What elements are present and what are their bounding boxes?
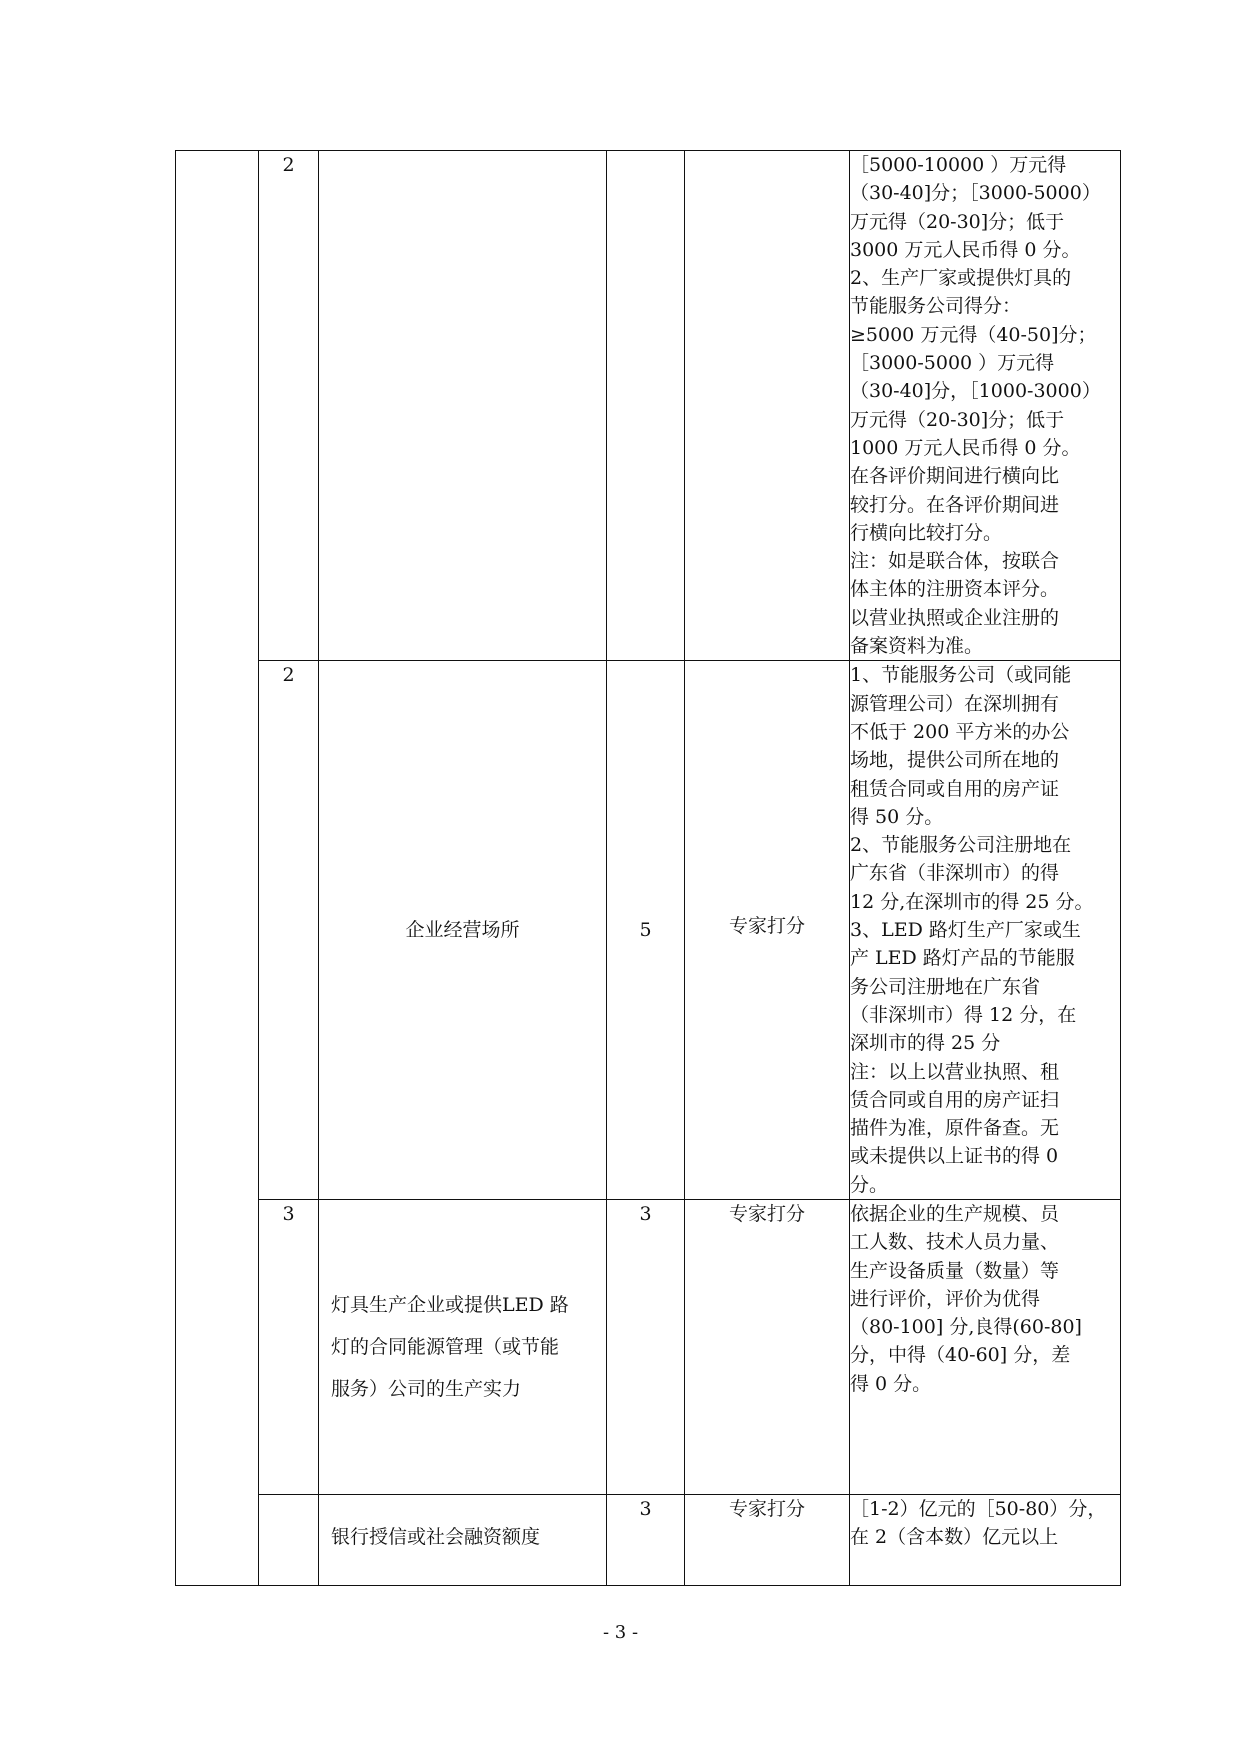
criteria-line: 节能服务公司得分： — [850, 295, 1022, 318]
row-number: 2 — [282, 154, 295, 176]
criteria-line: 工人数、技术人员力量、 — [850, 1231, 1060, 1254]
item-cell — [319, 1199, 607, 1494]
row-number-cell — [259, 151, 319, 661]
criteria-line: 或未提供以上证书的得 0 — [850, 1145, 1059, 1168]
criteria-line: 广东省（非深圳市）的得 — [850, 862, 1060, 885]
table-row — [176, 1494, 1121, 1585]
criteria-line: （30-40]分；［3000-5000） — [850, 182, 1101, 205]
criteria-line: 得 50 分。 — [850, 805, 944, 828]
evaluation-table — [175, 150, 1121, 1586]
criteria-line: 较打分。在各评价期间进 — [850, 493, 1060, 516]
criteria-line: 在各评价期间进行横向比 — [850, 465, 1060, 488]
item-line: 灯的合同能源管理（或节能 — [331, 1335, 560, 1358]
table-row — [176, 1199, 1121, 1494]
method-cell: 专家打分 — [685, 661, 850, 1200]
criteria-cell — [850, 151, 1121, 661]
criteria-line: 注：以上以营业执照、租 — [850, 1060, 1060, 1083]
criteria-line: 不低于 200 平方米的办公 — [850, 720, 1070, 743]
item-cell — [319, 151, 607, 661]
item-line: 服务）公司的生产实力 — [331, 1377, 522, 1400]
weight-cell: 3 — [607, 1494, 685, 1585]
criteria-line: 生产设备质量（数量）等 — [850, 1259, 1060, 1282]
criteria-line: 分。 — [850, 1173, 889, 1196]
criteria-line: ［1-2）亿元的［50-80）分， — [850, 1497, 1107, 1520]
row-number-cell: 2 — [259, 661, 319, 1200]
criteria-cell — [850, 1494, 1121, 1585]
table-row — [176, 661, 1121, 1200]
criteria-line: 2、生产厂家或提供灯具的 — [850, 267, 1072, 290]
category-cell — [176, 151, 259, 1586]
item-cell — [319, 1494, 607, 1585]
criteria-line: 12 分,在深圳市的得 25 分。 — [850, 890, 1094, 913]
weight-cell: 5 — [607, 661, 685, 1200]
method-cell: 专家打分 — [685, 1494, 850, 1585]
table-row — [176, 151, 1121, 661]
criteria-line: （80-100] 分,良得(60-80] — [850, 1316, 1082, 1339]
criteria-line: 源管理公司）在深圳拥有 — [850, 692, 1060, 715]
criteria-line: 行横向比较打分。 — [850, 521, 1003, 544]
criteria-line: 1000 万元人民币得 0 分。 — [850, 436, 1081, 459]
criteria-line: 描件为准，原件备查。无 — [850, 1117, 1060, 1140]
criteria-line: 万元得（20-30]分；低于 — [850, 210, 1065, 233]
criteria-line: 体主体的注册资本评分。 — [850, 578, 1060, 601]
criteria-line: 万元得（20-30]分；低于 — [850, 408, 1065, 431]
weight-cell: 3 — [607, 1199, 685, 1494]
criteria-line: 备案资料为准。 — [850, 635, 984, 658]
criteria-line: 产 LED 路灯产品的节能服 — [850, 947, 1075, 970]
criteria-line: 进行评价，评价为优得 — [850, 1287, 1041, 1310]
criteria-line: 分，中得（40-60] 分，差 — [850, 1344, 1071, 1367]
criteria-line: （30-40]分，［1000-3000） — [850, 380, 1101, 403]
criteria-line: 以营业执照或企业注册的 — [850, 606, 1060, 629]
criteria-line: 场地，提供公司所在地的 — [850, 749, 1060, 772]
row-number-cell: 3 — [259, 1199, 319, 1494]
criteria-cell — [850, 661, 1121, 1200]
criteria-line: 注：如是联合体，按联合 — [850, 550, 1060, 573]
method-cell — [685, 151, 850, 661]
criteria-line: 3000 万元人民币得 0 分。 — [850, 238, 1081, 261]
criteria-line: 依据企业的生产规模、员 — [850, 1202, 1060, 1225]
criteria-line: 赁合同或自用的房产证扫 — [850, 1088, 1060, 1111]
criteria-line: 得 0 分。 — [850, 1372, 932, 1395]
criteria-cell — [850, 1199, 1121, 1494]
criteria-line: ≥5000 万元得（40-50]分； — [850, 323, 1097, 346]
criteria-line: （非深圳市）得 12 分，在 — [850, 1003, 1077, 1026]
weight-cell — [607, 151, 685, 661]
criteria-line: ［3000-5000 ）万元得 — [850, 352, 1055, 375]
item-text: 银行授信或社会融资额度 — [331, 1525, 541, 1548]
criteria-line: 1、节能服务公司（或同能 — [850, 664, 1072, 687]
criteria-line: 在 2（含本数）亿元以上 — [850, 1526, 1059, 1549]
criteria-line: 3、LED 路灯生产厂家或生 — [850, 919, 1081, 942]
criteria-line: 深圳市的得 25 分 — [850, 1032, 1001, 1055]
criteria-line: 租赁合同或自用的房产证 — [850, 777, 1060, 800]
row-number-cell — [259, 1494, 319, 1585]
criteria-line: 2、节能服务公司注册地在 — [850, 834, 1072, 857]
criteria-line: 务公司注册地在广东省 — [850, 975, 1041, 998]
page-number: - 3 - — [602, 1622, 639, 1643]
criteria-line: ［5000-10000 ）万元得 — [850, 154, 1067, 176]
item-line: 灯具生产企业或提供LED 路 — [331, 1293, 569, 1316]
method-cell: 专家打分 — [685, 1199, 850, 1494]
item-cell: 企业经营场所 — [319, 661, 607, 1200]
